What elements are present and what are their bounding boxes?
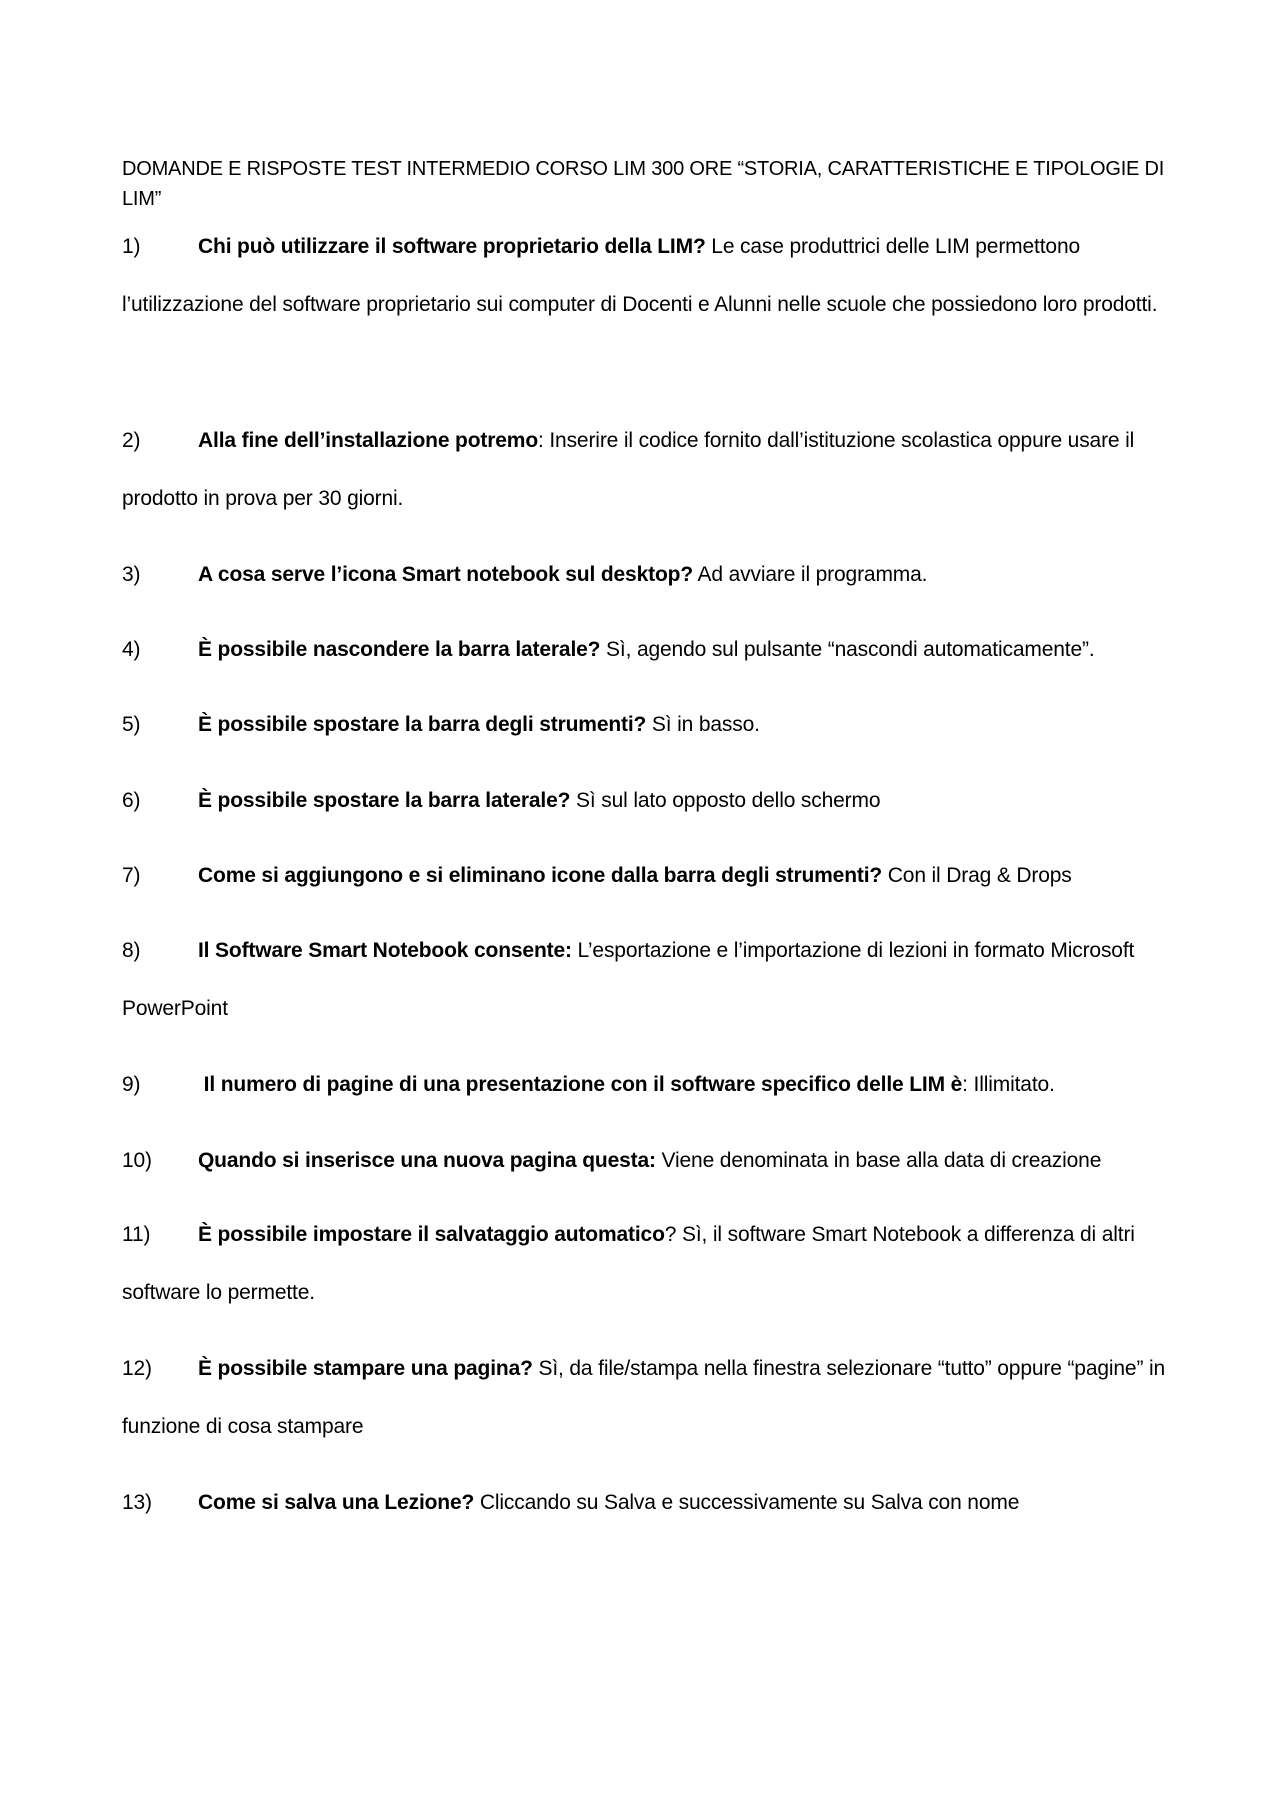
question: È possibile nascondere la barra laterale? (198, 638, 601, 661)
answer: L’esportazione e l’importazione di lezioni in formato Microsoft PowerPoint (122, 939, 1135, 1020)
answer: Con il Drag & Drops (882, 864, 1072, 887)
answer: Cliccando su Salva e successivamente su Salva con nome (474, 1491, 1020, 1514)
qa-item-11 (122, 1206, 1177, 1322)
item-number: 9) (122, 1073, 141, 1096)
qa-item-7 (122, 847, 1177, 905)
qa-item-4 (122, 621, 1177, 679)
answer: Ad avviare il programma. (693, 563, 928, 586)
qa-item-3 (122, 546, 1177, 604)
question: Quando si inserisce una nuova pagina questa: (198, 1149, 656, 1172)
question: Il Software Smart Notebook consente: (198, 939, 572, 962)
item-number: 11) (122, 1223, 151, 1246)
qa-item-5 (122, 696, 1177, 754)
answer: Viene denominata in base alla data di creazione (655, 1149, 1102, 1172)
item-number: 13) (122, 1491, 152, 1514)
question: È possibile spostare la barra laterale? (198, 789, 571, 812)
question: Alla fine dell’installazione potremo (198, 429, 538, 452)
question: A cosa serve l’icona Smart notebook sul desktop? (198, 563, 693, 586)
item-number: 8) (122, 939, 141, 962)
qa-item-10 (122, 1132, 1177, 1190)
question: È possibile stampare una pagina? (198, 1357, 533, 1380)
answer: Sì sul lato opposto dello schermo (570, 789, 881, 812)
question: Chi può utilizzare il software proprietario della LIM? (198, 235, 706, 258)
qa-item-2 (122, 412, 1177, 528)
item-number: 6) (122, 789, 141, 812)
answer: : Illimitato. (962, 1073, 1055, 1096)
item-number: 5) (122, 713, 141, 736)
qa-item-13 (122, 1474, 1177, 1532)
qa-item-9 (122, 1056, 1177, 1114)
answer: Le case produttrici delle LIM permettono l’utilizzazione del software proprietario sui computer di Docenti e Alunni nelle scuole che possiedono loro prodotti. (122, 235, 1158, 316)
question: Come si salva una Lezione? (198, 1491, 475, 1514)
item-number: 10) (122, 1149, 152, 1172)
item-number: 12) (122, 1357, 152, 1380)
answer: Sì, agendo sul pulsante “nascondi automaticamente”. (600, 638, 1095, 661)
item-number: 2) (122, 429, 141, 452)
qa-item-1 (122, 218, 1177, 334)
item-number: 4) (122, 638, 141, 661)
item-number: 3) (122, 563, 141, 586)
question: È possibile impostare il salvataggio automatico (198, 1223, 665, 1246)
answer: : Inserire il codice fornito dall’istituzione scolastica oppure usare il prodotto in prova per 30 giorni. (122, 429, 1135, 510)
document-title: DOMANDE E RISPOSTE TEST INTERMEDIO CORSO LIM 300 ORE “STORIA, CARATTERISTICHE E TIPOLOGIE DI LIM” (122, 158, 1165, 210)
answer: Sì in basso. (646, 713, 760, 736)
question: È possibile spostare la barra degli strumenti? (198, 713, 647, 736)
answer: ? Sì, il software Smart Notebook a differenza di altri software lo permette. (122, 1223, 1135, 1304)
answer: Sì, da file/stampa nella finestra selezionare “tutto” oppure “pagine” in funzione di cosa stampare (122, 1357, 1166, 1438)
qa-item-12 (122, 1340, 1177, 1456)
qa-item-8 (122, 922, 1177, 1038)
item-number: 7) (122, 864, 141, 887)
qa-item-6 (122, 772, 1177, 830)
question: Il numero di pagine di una presentazione con il software specifico delle LIM è (198, 1073, 963, 1096)
item-number: 1) (122, 235, 141, 258)
question: Come si aggiungono e si eliminano icone dalla barra degli strumenti? (198, 864, 883, 887)
